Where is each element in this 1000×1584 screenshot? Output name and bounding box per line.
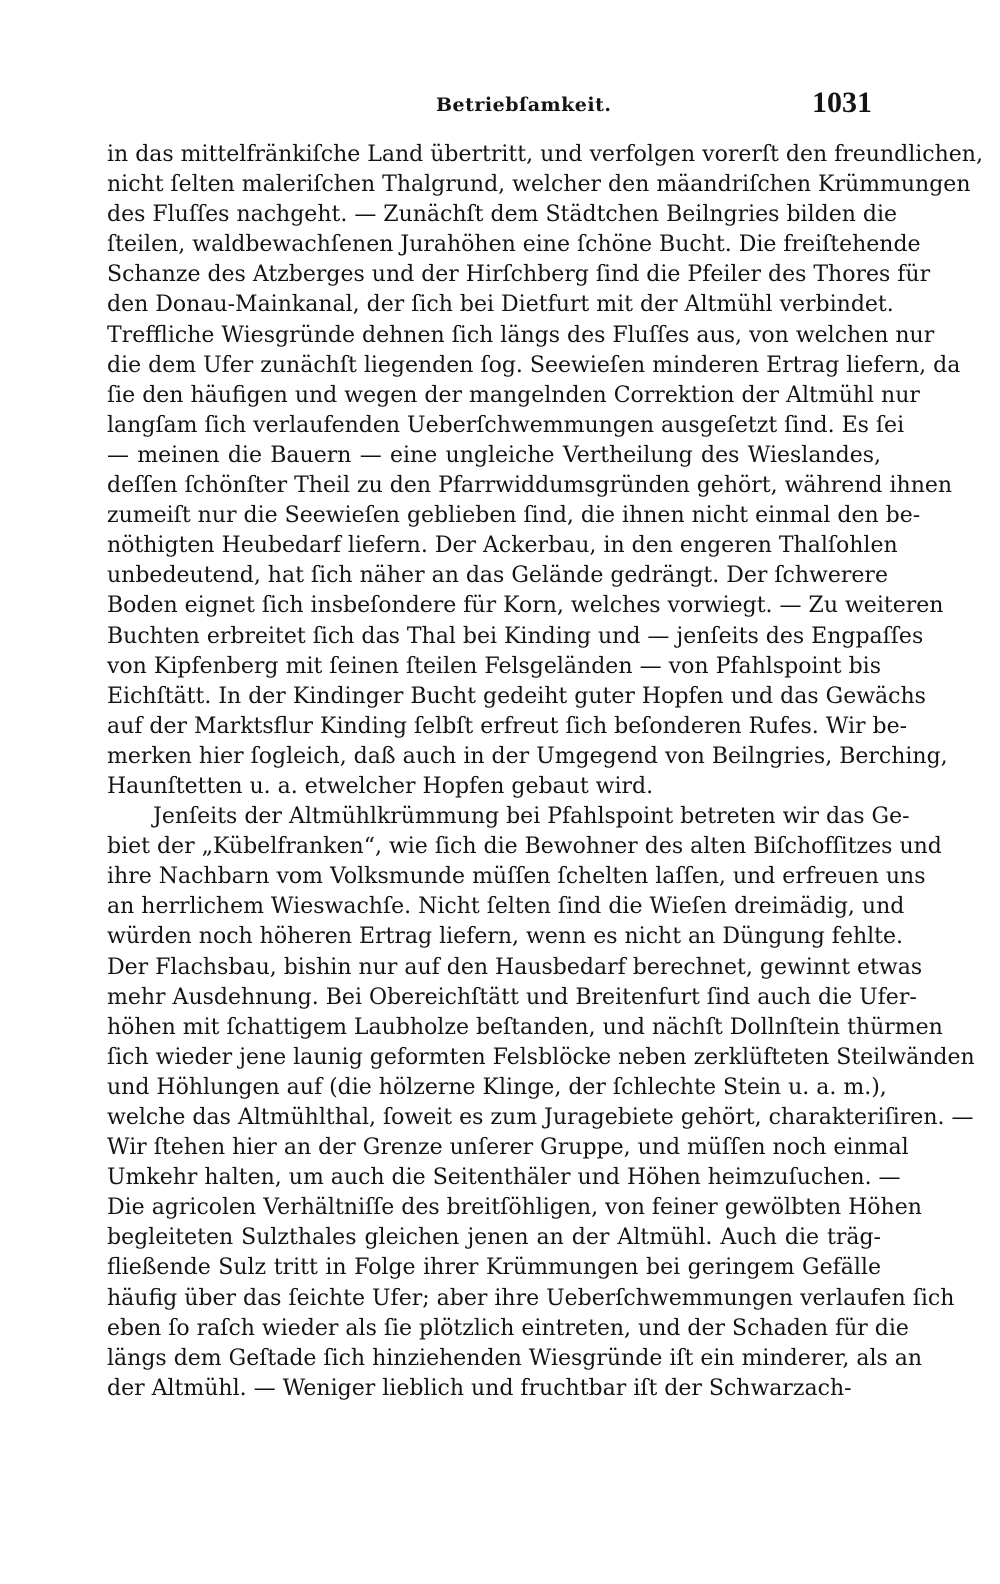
text-line: unbedeutend, hat ſich näher an das Gelände gedrängt. Der ſchwerere bbox=[107, 563, 888, 589]
text-line: ihre Nachbarn vom Volksmunde müſſen ſchelten laſſen, und erfreuen uns bbox=[107, 864, 926, 890]
text-line: welche das Altmühlthal, ſoweit es zum Juragebiete gehört, charakteriſiren. — bbox=[107, 1105, 974, 1130]
text-line: ſich wieder jene launig geformten Felsblöcke neben zerklüfteten Steilwänden bbox=[107, 1044, 975, 1070]
text-line: eben ſo raſch wieder als ſie plötzlich eintreten, und der Schaden für die bbox=[107, 1315, 909, 1341]
text-line: biet der „Kübelfranken“, wie ſich die Bewohner des alten Biſchofſitzes und bbox=[107, 834, 942, 860]
text-line: deſſen ſchönſter Theil zu den Pfarrwiddumsgründen gehört, während ihnen bbox=[107, 473, 953, 499]
text-line: mehr Ausdehnung. Bei Obereichſtätt und Breitenfurt ſind auch die Ufer- bbox=[107, 984, 917, 1010]
text-line: würden noch höheren Ertrag liefern, wenn es nicht an Düngung fehlte. bbox=[107, 924, 904, 950]
paragraph bbox=[107, 802, 975, 1404]
text-line: in das mittelfränkiſche Land übertritt, und verfolgen vorerſt den freundlichen, bbox=[107, 142, 983, 167]
body-text bbox=[107, 140, 983, 1404]
page-number: 1031 bbox=[812, 86, 872, 119]
text-line: merken hier ſogleich, daß auch in der Umgegend von Beilngries, Berching, bbox=[107, 743, 948, 769]
text-line: Treffliche Wiesgründe dehnen ſich längs des Fluſſes aus, von welchen nur bbox=[107, 322, 935, 348]
text-line: Wir ſtehen hier an der Grenze unſerer Gruppe, und müſſen noch einmal bbox=[107, 1135, 909, 1161]
text-line: des Fluſſes nachgeht. — Zunächſt dem Städtchen Beilngries bilden die bbox=[107, 202, 898, 228]
text-line: langſam ſich verlaufenden Ueberſchwemmungen ausgeſetzt ſind. Es ſei bbox=[107, 412, 905, 438]
text-line: Buchten erbreitet ſich das Thal bei Kinding und — jenſeits des Engpaſſes bbox=[107, 623, 924, 649]
text-line: Schanze des Atzberges und der Hirſchberg ſind die Pfeiler des Thores für bbox=[107, 262, 931, 288]
text-line: fließende Sulz tritt in Folge ihrer Krümmungen bei geringem Gefälle bbox=[107, 1255, 881, 1281]
text-line: Der Flachsbau, bishin nur auf den Hausbedarf berechnet, gewinnt etwas bbox=[107, 954, 923, 980]
text-line: und Höhlungen auf (die hölzerne Klinge, der ſchlechte Stein u. a. m.), bbox=[107, 1074, 887, 1100]
text-line: an herrlichem Wieswachſe. Nicht ſelten ſind die Wieſen dreimädig, und bbox=[107, 894, 905, 920]
text-line: den Donau-Mainkanal, der ſich bei Dietfurt mit der Altmühl verbindet. bbox=[107, 292, 894, 318]
text-line: die dem Ufer zunächſt liegenden ſog. Seewieſen minderen Ertrag liefern, da bbox=[107, 352, 961, 378]
text-line: Umkehr halten, um auch die Seitenthäler und Höhen heimzuſuchen. — bbox=[107, 1165, 901, 1191]
text-line: ſie den häufigen und wegen der mangelnden Correktion der Altmühl nur bbox=[107, 382, 920, 408]
text-line: ſteilen, waldbewachſenen Jurahöhen eine ſchöne Bucht. Die freiſtehende bbox=[107, 232, 921, 258]
running-title: Betriebſamkeit. bbox=[436, 94, 612, 116]
text-line: Eichſtätt. In der Kindinger Bucht gedeiht guter Hopfen und das Gewächs bbox=[107, 683, 926, 709]
text-line: auf der Marktsflur Kinding ſelbſt erfreut ſich beſonderen Rufes. Wir be- bbox=[107, 713, 908, 739]
text-line: von Kipfenberg mit ſeinen ſteilen Felsgeländen — von Pfahlspoint bis bbox=[107, 653, 881, 679]
text-line: — meinen die Bauern — eine ungleiche Vertheilung des Wieslandes, bbox=[107, 442, 881, 468]
text-line: zumeiſt nur die Seewieſen geblieben ſind, die ihnen nicht einmal den be- bbox=[107, 503, 921, 529]
text-line: häufig über das ſeichte Ufer; aber ihre Ueberſchwemmungen verlaufen ſich bbox=[107, 1285, 955, 1311]
text-line: längs dem Geſtade ſich hinziehenden Wiesgründe iſt ein minderer, als an bbox=[107, 1345, 923, 1371]
text-line: nöthigten Heubedarf liefern. Der Ackerbau, in den engeren Thalſohlen bbox=[107, 533, 898, 559]
running-header bbox=[0, 86, 1000, 126]
paragraph bbox=[107, 140, 983, 802]
text-line: Jenſeits der Altmühlkrümmung bei Pfahlspoint betreten wir das Ge- bbox=[153, 804, 910, 830]
text-line: nicht ſelten maleriſchen Thalgrund, welcher den mäandriſchen Krümmungen bbox=[107, 172, 971, 198]
text-line: Die agricolen Verhältniſſe des breitſöhligen, von feiner gewölbten Höhen bbox=[107, 1195, 922, 1221]
text-line: höhen mit ſchattigem Laubholze beſtanden, und nächſt Dollnſtein thürmen bbox=[107, 1014, 943, 1040]
text-line: Haunſtetten u. a. etwelcher Hopfen gebaut wird. bbox=[107, 773, 654, 799]
text-line: begleiteten Sulzthales gleichen jenen an der Altmühl. Auch die träg- bbox=[107, 1225, 881, 1251]
text-line: der Altmühl. — Weniger lieblich und fruchtbar iſt der Schwarzach- bbox=[107, 1375, 852, 1401]
text-line: Boden eignet ſich insbeſondere für Korn, welches vorwiegt. — Zu weiteren bbox=[107, 593, 944, 619]
